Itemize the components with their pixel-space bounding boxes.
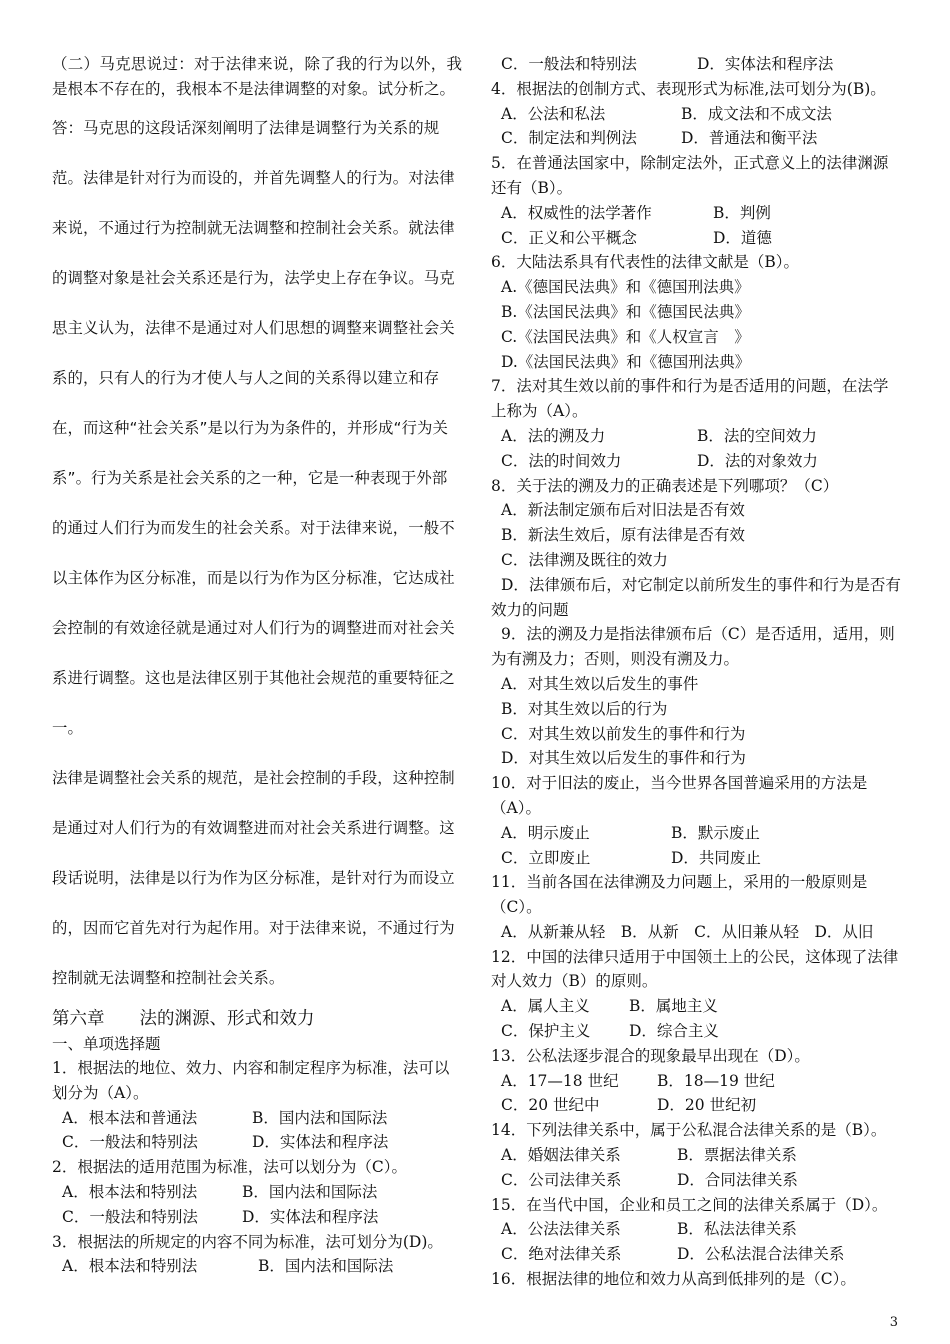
option: C．法的时间效力 xyxy=(501,451,622,470)
option: B．对其生效以后的行为 xyxy=(501,699,668,718)
option: D．道德 xyxy=(713,228,772,247)
option: A．法的溯及力 xyxy=(501,426,606,445)
section-title: 一、单项选择题 xyxy=(52,1035,161,1053)
option: A．17—18 世纪 xyxy=(501,1071,619,1090)
option-row xyxy=(491,821,903,846)
option: B．默示废止 xyxy=(671,823,760,842)
option: A．明示废止 xyxy=(501,823,590,842)
option: C．保护主义 xyxy=(501,1022,591,1041)
option-row xyxy=(491,126,903,151)
option-row xyxy=(491,1217,903,1242)
option: B.《法国民法典》和《德国民法典》 xyxy=(501,302,750,321)
option-row xyxy=(491,1093,903,1118)
option-row xyxy=(491,846,903,871)
question-11: 11．当前各国在法律溯及力问题上，采用的一般原则是（C）。 xyxy=(491,873,868,917)
option-row xyxy=(491,1069,903,1094)
question-6: 6．大陆法系具有代表性的法律文献是（B）。 xyxy=(491,253,800,272)
option: D．实体法和程序法 xyxy=(242,1207,379,1226)
option-row xyxy=(52,1254,462,1279)
option-row xyxy=(491,994,903,1019)
option: C．一般法和特别法 xyxy=(62,1133,198,1152)
option-row xyxy=(491,102,903,127)
option: B．属地主义 xyxy=(629,997,718,1016)
option: C．制定法和判例法 xyxy=(501,129,637,148)
option: D．法的对象效力 xyxy=(697,451,818,470)
option-row xyxy=(52,1205,462,1230)
question-12: 12．中国的法律只适用于中国领土上的公民，这体现了法律对人效力（B）的原则。 xyxy=(491,947,899,991)
option-row xyxy=(491,226,903,251)
option: B．国内法和国际法 xyxy=(252,1108,388,1127)
option-row xyxy=(491,201,903,226)
option: B．18—19 世纪 xyxy=(657,1071,775,1090)
option: A．权威性的法学著作 xyxy=(501,203,652,222)
option: C．正义和公平概念 xyxy=(501,228,637,247)
question-3: 3．根据法的所规定的内容不同为标准，法可划分为(D)。 xyxy=(52,1232,443,1251)
question-4: 4．根据法的创制方式、表现形式为标准,法可划分为(B)。 xyxy=(491,79,886,98)
option: B．私法法律关系 xyxy=(677,1220,797,1239)
option-row xyxy=(52,1180,462,1205)
answer-block xyxy=(52,103,462,1003)
option: B．国内法和国际法 xyxy=(242,1182,378,1201)
option: C．绝对法律关系 xyxy=(501,1245,622,1264)
question-15: 15．在当代中国，企业和员工之间的法律关系属于（D）。 xyxy=(491,1195,888,1214)
option: C．对其生效以前发生的事件和行为 xyxy=(501,724,746,743)
question-7: 7．法对其生效以前的事件和行为是否适用的问题，在法学上称为（A）。 xyxy=(491,377,889,421)
question-9: 9．法的溯及力是指法律颁布后（C）是否适用，适用，则为有溯及力；否则，则没有溯及力。 xyxy=(491,625,895,669)
option-row xyxy=(491,449,903,474)
option: C．一般法和特别法 xyxy=(62,1207,198,1226)
question-2: 2．根据法的适用范围为标准，法可以划分为（C）。 xyxy=(52,1158,407,1177)
question-13: 13．公私法逐步混合的现象最早出现在（D）。 xyxy=(491,1046,810,1065)
option: A．属人主义 xyxy=(501,997,590,1016)
option: A．对其生效以后发生的事件 xyxy=(501,674,699,693)
question-10: 10．对于旧法的废止，当今世界各国普遍采用的方法是（A）。 xyxy=(491,774,868,817)
option: D．合同法律关系 xyxy=(677,1170,798,1189)
option-row xyxy=(491,52,903,77)
option: A．婚姻法律关系 xyxy=(501,1146,621,1165)
option: B．成文法和不成文法 xyxy=(681,104,832,123)
option: B．新法生效后，原有法律是否有效 xyxy=(501,526,745,545)
right-column xyxy=(491,52,903,1292)
option: D．共同废止 xyxy=(671,848,761,867)
option: D．20 世纪初 xyxy=(657,1096,757,1115)
question-16: 16．根据法律的地位和效力从高到低排列的是（C）。 xyxy=(491,1270,856,1289)
question-14: 14．下列法律关系中，属于公私混合法律关系的是（B）。 xyxy=(491,1121,887,1140)
option: D．对其生效以后发生的事件和行为 xyxy=(501,749,746,768)
option: A.《德国民法典》和《德国刑法典》 xyxy=(501,278,750,297)
question-5: 5．在普通法国家中，除制定法外，正式意义上的法律渊源还有（B）。 xyxy=(491,154,889,197)
option: B．票据法律关系 xyxy=(677,1146,797,1165)
left-column xyxy=(52,52,462,1279)
chapter-title: 第六章 法的渊源、形式和效力 xyxy=(52,1009,315,1029)
option: A．新法制定颁布后对旧法是否有效 xyxy=(501,501,745,520)
option: A．根本法和特别法 xyxy=(62,1257,198,1276)
option: C．立即废止 xyxy=(501,848,591,867)
option: B．法的空间效力 xyxy=(697,426,817,445)
option: C．公司法律关系 xyxy=(501,1170,622,1189)
question-1: 1．根据法的地位、效力、内容和制定程序为标准，法可以划分为（A）。 xyxy=(52,1059,450,1102)
option-row xyxy=(491,1168,903,1193)
option: A．根本法和特别法 xyxy=(62,1182,198,1201)
option: D.《法国民法典》和《德国刑法典》 xyxy=(501,352,751,371)
option-row: A．从新兼从轻 B．从新 C．从旧兼从轻 D．从旧 xyxy=(501,922,874,941)
answer-paragraph: 答：马克思的这段话深刻阐明了法律是调整行为关系的规范。法律是针对行为而设的，并首先调整人的行为。对法律来说，不通过行为控制就无法调整和控制社会关系。就法律的调整对象是社会关系还是行为，法学史上存在争议。马克思主义认为，法律不是通过对人们思想的调整来调整社会关系的，只有人的行为才使人与人之间的关系得以建立和存在，而这种“社会关系”是以行为为条件的，并形成“行为关系”。行为关系是社会关系的之一种，它是一种表现于外部的通过人们行为而发生的社会关系。对于法律来说，一般不以主体作为区分标准，而是以行为作为区分标准，它达成社会控制的有效途径就是通过对人们行为的调整进而对社会关系进行调整。这也是法律区别于其他社会规范的重要特征之一。 xyxy=(52,119,455,737)
option: B．判例 xyxy=(713,203,771,222)
option: C．一般法和特别法 xyxy=(501,55,637,73)
question-8: 8．关于法的溯及力的正确表述是下列哪项？（C） xyxy=(491,476,839,495)
option: D．普通法和衡平法 xyxy=(681,129,818,148)
option: D．公私法混合法律关系 xyxy=(677,1245,845,1264)
option: D．综合主义 xyxy=(629,1022,719,1041)
option-row xyxy=(491,1143,903,1168)
option: A．公法法律关系 xyxy=(501,1220,621,1239)
question-intro: （二）马克思说过：对于法律来说，除了我的行为以外，我是根本不存在的，我根本不是法律调整的对象。试分析之。 xyxy=(52,55,462,98)
page-number: 3 xyxy=(889,1315,898,1330)
option: D．实体法和程序法 xyxy=(252,1133,389,1152)
option: B．国内法和国际法 xyxy=(258,1257,394,1276)
option: A．公法和私法 xyxy=(501,104,606,123)
option-row xyxy=(52,1130,462,1155)
option: D．法律颁布后，对它制定以前所发生的事件和行为是否有效力的问题 xyxy=(491,575,901,619)
option-row xyxy=(491,1242,903,1267)
option: D．实体法和程序法 xyxy=(697,55,834,73)
option: C.《法国民法典》和《人权宣言 》 xyxy=(501,327,750,346)
answer-paragraph: 法律是调整社会关系的规范，是社会控制的手段，这种控制是通过对人们行为的有效调整进而对社会关系进行调整。这段话说明，法律是以行为作为区分标准，是针对行为而设立的，因而它首先对行为起作用。对于法律来说，不通过行为控制就无法调整和控制社会关系。 xyxy=(52,769,455,987)
option: C．20 世纪中 xyxy=(501,1096,600,1115)
option-row xyxy=(52,1106,462,1131)
option-row xyxy=(491,424,903,449)
option-row xyxy=(491,1019,903,1044)
option: C．法律溯及既往的效力 xyxy=(501,550,668,569)
option: A．根本法和普通法 xyxy=(62,1108,198,1127)
